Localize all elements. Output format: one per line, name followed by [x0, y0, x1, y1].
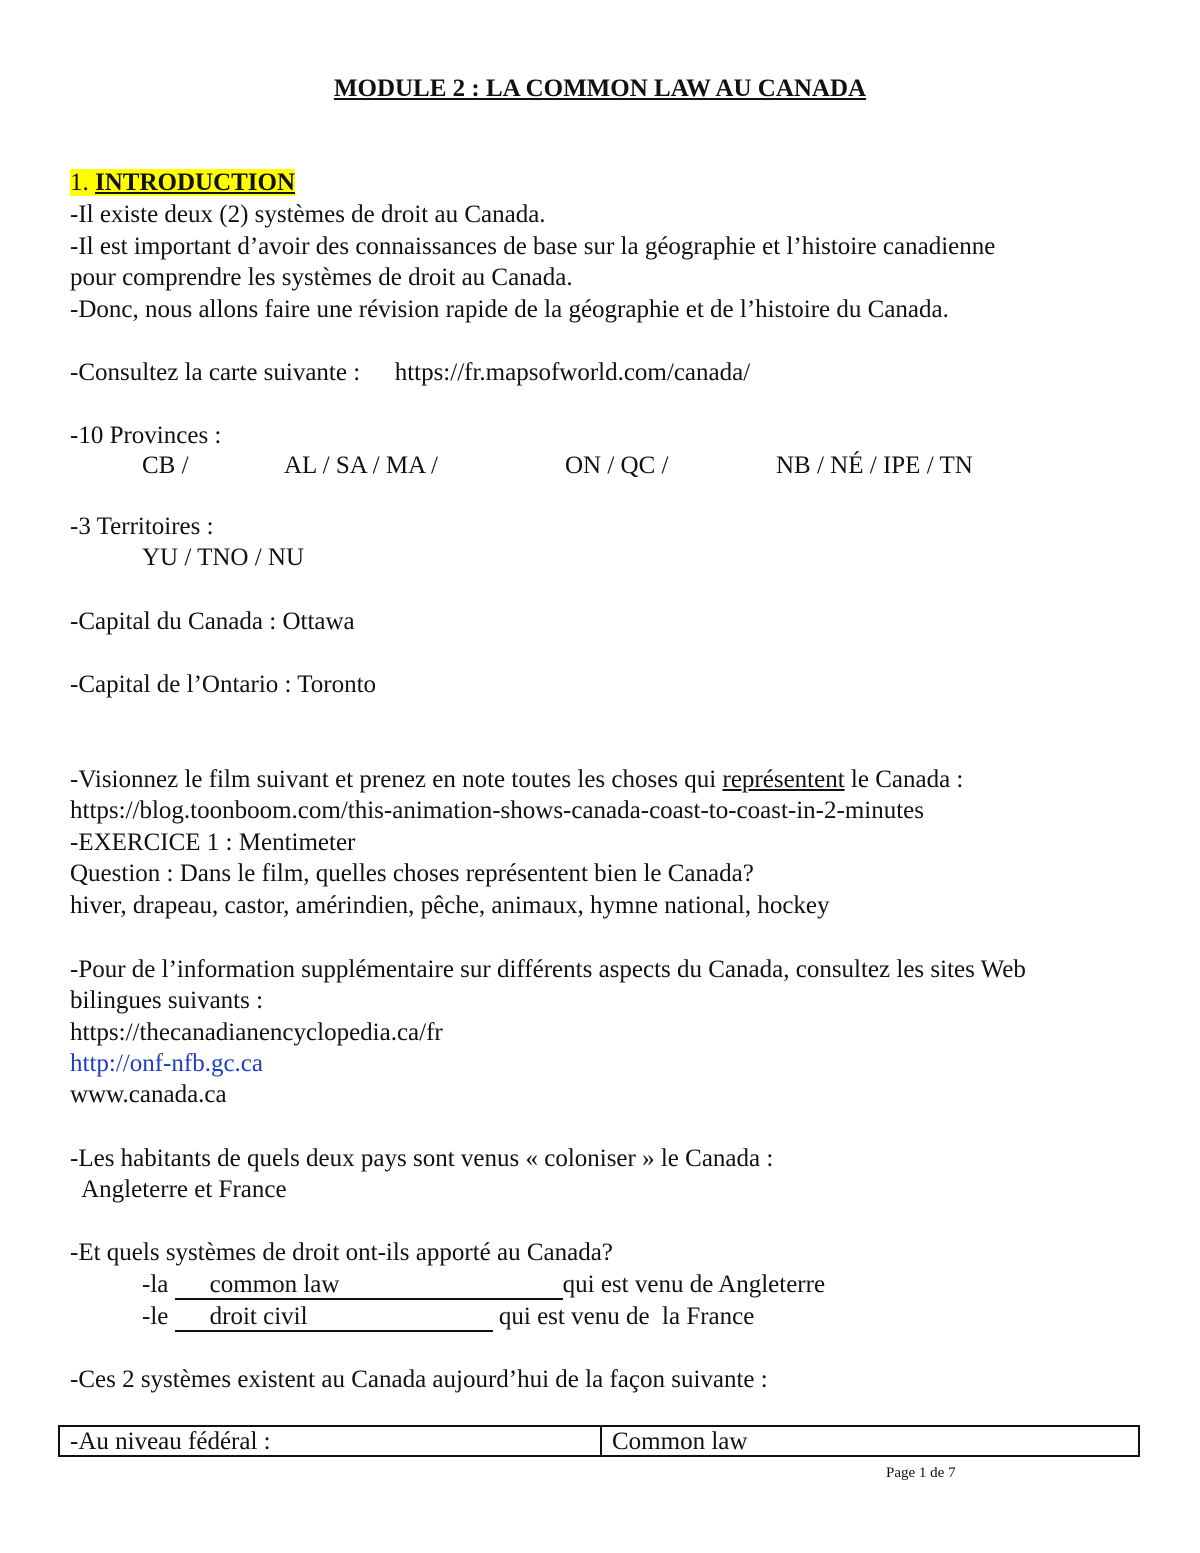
system-row-2-blank: droit civil	[175, 1304, 493, 1332]
exercise-question: Question : Dans le film, quelles choses représentent bien le Canada?	[70, 860, 754, 887]
system-row-2-prefix: -le	[142, 1303, 175, 1330]
colonize-question: -Les habitants de quels deux pays sont venus « coloniser » le Canada :	[70, 1145, 774, 1172]
province-group-4: NB / NÉ / IPE / TN	[776, 452, 973, 479]
site-onf-link[interactable]: http://onf-nfb.gc.ca	[70, 1050, 263, 1077]
heading-highlight	[70, 169, 295, 196]
table-cell-system: Common law	[612, 1428, 748, 1455]
film-instruction	[70, 765, 963, 795]
system-row-2-suffix: qui est venu de la France	[492, 1303, 755, 1330]
province-group-3: ON / QC /	[565, 452, 669, 479]
colonize-answer: Angleterre et France	[70, 1176, 287, 1203]
film-prefix: -Visionnez le film suivant et prenez en note toutes les choses qui	[70, 766, 723, 793]
film-url[interactable]: https://blog.toonboom.com/this-animation-shows-canada-coast-to-coast-in-2-minutes	[70, 797, 924, 824]
system-row-1-prefix: -la	[142, 1271, 175, 1298]
province-group-2: AL / SA / MA /	[284, 452, 438, 479]
info-line-1: -Pour de l’information supplémentaire sur différents aspects du Canada, consultez les sites Web	[70, 956, 1026, 983]
capital-canada: -Capital du Canada : Ottawa	[70, 608, 355, 635]
site-encyclopedia[interactable]: https://thecanadianencyclopedia.ca/fr	[70, 1019, 443, 1046]
system-row-2	[142, 1302, 754, 1332]
intro-line-3: pour comprendre les systèmes de droit au Canada.	[70, 264, 573, 291]
section-number: 1.	[70, 169, 89, 196]
system-row-1-suffix: qui est venu de Angleterre	[562, 1271, 826, 1298]
map-label: -Consultez la carte suivante :	[70, 359, 361, 386]
systems-question: -Et quels systèmes de droit ont-ils apporté au Canada?	[70, 1239, 613, 1266]
systems-existing: -Ces 2 systèmes existent au Canada aujourd’hui de la façon suivante :	[70, 1366, 768, 1393]
system-row-1-blank: common law	[175, 1272, 563, 1300]
intro-line-2: -Il est important d’avoir des connaissances de base sur la géographie et l’histoire canadienne	[70, 233, 996, 260]
territories-label: -3 Territoires :	[70, 513, 214, 540]
section-heading-text: INTRODUCTION	[95, 169, 296, 196]
page-number: Page 1 de 7	[886, 1465, 956, 1481]
table-cell-level: -Au niveau fédéral :	[60, 1427, 602, 1455]
capital-ontario: -Capital de l’Ontario : Toronto	[70, 671, 377, 698]
section-heading	[70, 168, 295, 198]
film-emphasis: représentent	[722, 766, 845, 793]
intro-line-4: -Donc, nous allons faire une révision rapide de la géographie et de l’histoire du Canada.	[70, 296, 949, 323]
intro-line-1: -Il existe deux (2) systèmes de droit au Canada.	[70, 201, 546, 228]
systems-table	[58, 1425, 1140, 1457]
info-line-2: bilingues suivants :	[70, 987, 264, 1014]
territories-list: YU / TNO / NU	[142, 544, 305, 571]
province-group-1: CB /	[142, 452, 189, 479]
map-line	[70, 358, 750, 388]
system-row-1	[142, 1270, 825, 1300]
exercise-answer: hiver, drapeau, castor, amérindien, pêche, animaux, hymne national, hockey	[70, 892, 830, 919]
map-url[interactable]: https://fr.mapsofworld.com/canada/	[394, 359, 751, 386]
site-canada[interactable]: www.canada.ca	[70, 1081, 227, 1108]
film-suffix: le Canada :	[844, 766, 964, 793]
exercise-title: -EXERCICE 1 : Mentimeter	[70, 829, 356, 856]
page-title: MODULE 2 : LA COMMON LAW AU CANADA	[333, 75, 867, 102]
provinces-label: -10 Provinces :	[70, 422, 222, 449]
